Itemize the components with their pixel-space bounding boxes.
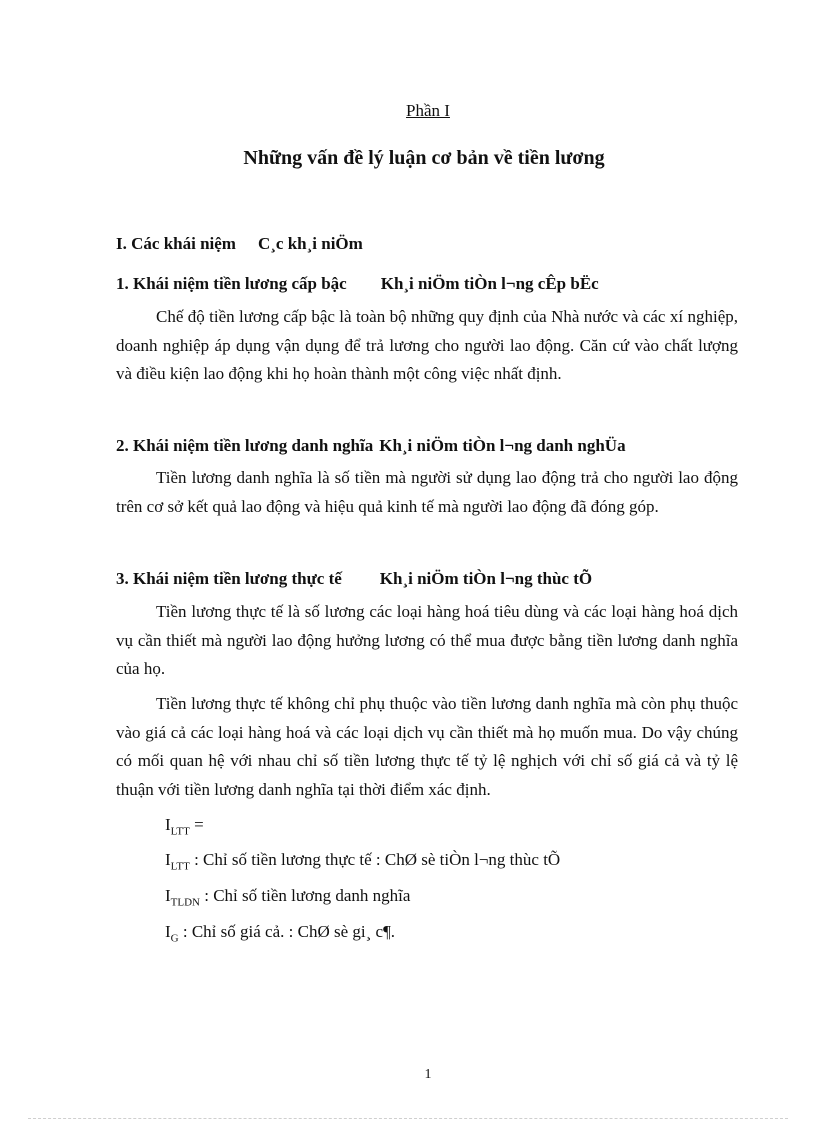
definition-ltt-text: : Chỉ số tiền lương thực tế : ChØ sè tiÒn l¬ng thùc tÕ — [189, 850, 561, 869]
heading-3-alt: Kh¸i niÖm tiÒn l¬ng thùc tÕ — [379, 569, 593, 588]
paragraph-1: Chế độ tiền lương cấp bậc là toàn bộ những quy định của Nhà nước và các xí nghiệp, doanh nghiệp áp dụng vận dụng để trả lương cho người lao động. Căn cứ vào chất lượng và điều kiện lao động khi họ hoàn thành một công việc nhất định. — [116, 307, 738, 383]
page-bottom-divider — [28, 1118, 788, 1119]
formula-sub: LTT — [170, 825, 190, 838]
definition-ltt-sub: LTT — [170, 860, 190, 873]
definition-g-text: : Chỉ số giá cả. : ChØ sè gi¸ c¶. — [178, 922, 396, 941]
heading-2-label: 2. Khái niệm tiền lương danh nghĩa — [116, 436, 374, 455]
heading-1-label: 1. Khái niệm tiền lương cấp bậc — [116, 274, 347, 293]
heading-3-label: 3. Khái niệm tiền lương thực tế — [116, 569, 342, 588]
definition-tldn-symbol: I — [165, 886, 171, 905]
page-number: 1 — [424, 1067, 432, 1082]
definition-tldn-text: : Chỉ số tiền lương danh nghĩa — [200, 886, 411, 905]
definition-tldn-sub: TLDN — [170, 896, 200, 909]
section-heading — [116, 234, 363, 254]
formula-line — [165, 815, 204, 837]
formula-base: I — [165, 815, 171, 834]
section-heading-alt: C¸c kh¸i niÖm — [257, 234, 363, 253]
paragraph-3: Tiền lương thực tế là số lương các loại hàng hoá tiêu dùng và các loại hàng hoá dịch vụ cần thiết mà người lao động hưởng lương có thể mua được bằng tiền lương danh nghĩa của họ. — [116, 602, 738, 678]
definition-tldn — [165, 886, 410, 908]
heading-3 — [116, 569, 592, 589]
formula-eq: = — [189, 815, 204, 834]
paragraph-2: Tiền lương danh nghĩa là số tiền mà người sử dụng lao động trả cho người lao động trên cơ sở kết quả lao động và hiệu quả kinh tế mà người lao động đã đóng góp. — [116, 468, 738, 516]
page-title: Những vấn đề lý luận cơ bản về tiền lương — [243, 147, 605, 169]
heading-1-alt: Kh¸i niÖm tiÒn l¬ng cÊp bËc — [380, 274, 599, 293]
section-heading-label: I. Các khái niệm — [116, 234, 236, 253]
definition-g — [165, 922, 395, 944]
heading-2 — [116, 436, 626, 456]
definition-ltt — [165, 850, 560, 872]
definition-g-symbol: I — [165, 922, 171, 941]
paragraph-4: Tiền lương thực tế không chỉ phụ thuộc vào tiền lương danh nghĩa mà còn phụ thuộc vào giá cả các loại hàng hoá và các loại dịch vụ cần thiết mà họ muốn mua. Do vậy chúng có mối quan hệ với nhau chỉ số tiền lương thực tế tỷ lệ nghịch với chỉ số giá cả và tỷ lệ thuận với tiền lương danh nghĩa tại thời điểm xác định. — [116, 694, 738, 799]
heading-2-alt: Kh¸i niÖm tiÒn l¬ng danh nghÜa — [379, 436, 626, 455]
definition-g-sub: G — [170, 932, 179, 945]
heading-1 — [116, 274, 599, 294]
part-heading: Phần I — [406, 101, 450, 120]
definition-ltt-symbol: I — [165, 850, 171, 869]
